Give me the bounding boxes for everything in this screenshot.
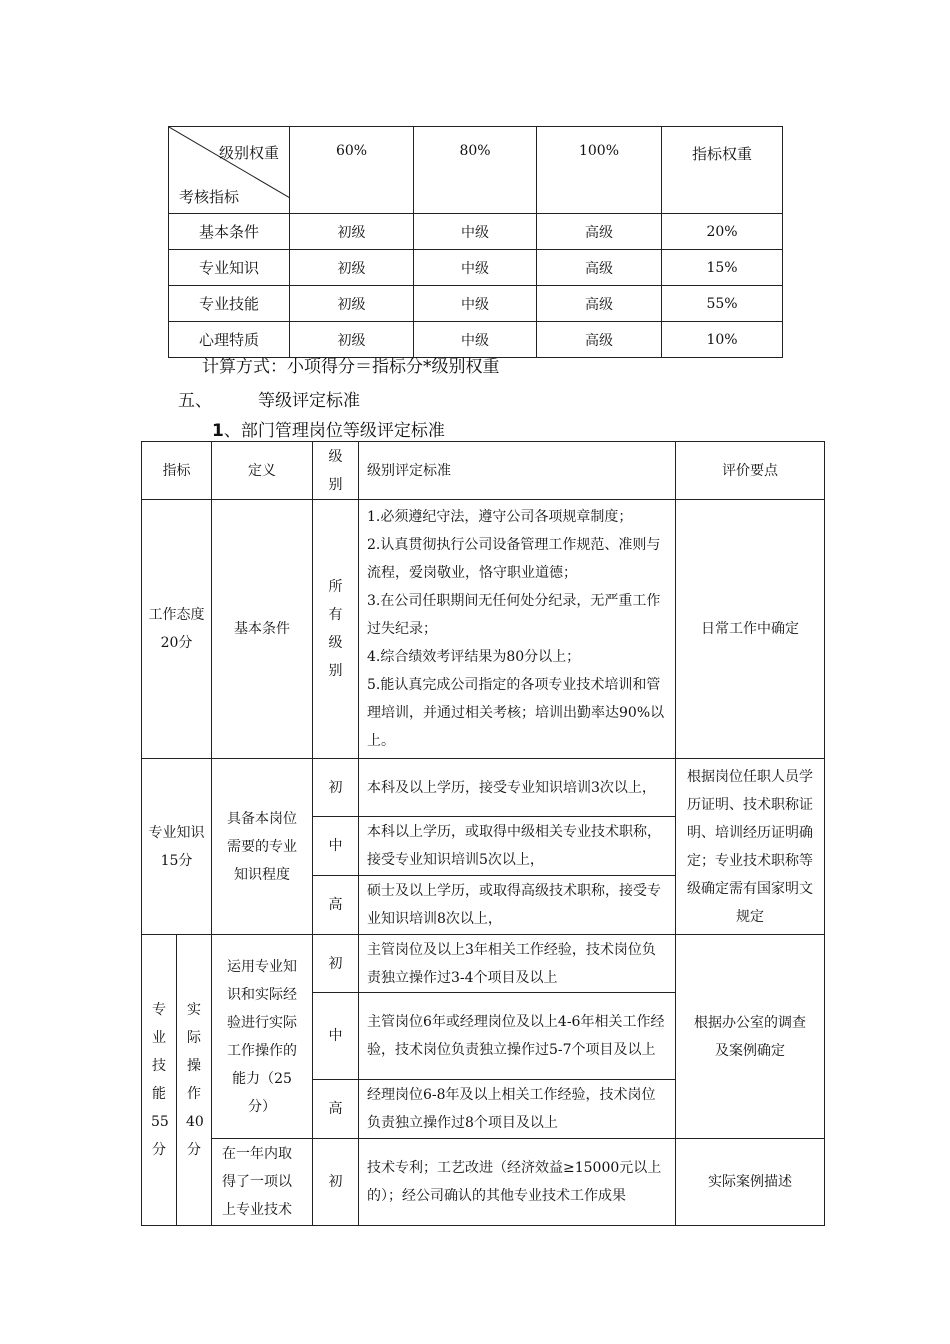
knowledge-indicator: 专业知识15分 <box>142 759 212 935</box>
cell: 中级 <box>414 250 537 286</box>
table-row <box>169 250 783 286</box>
table-row <box>169 286 783 322</box>
cell: 初级 <box>290 322 414 358</box>
subsection-number: 1 <box>212 421 224 441</box>
standard-cell: 主管岗位6年或经理岗位及以上4-6年相关工作经验，技术岗位负责独立操作过5-7个项目及以上 <box>359 993 676 1080</box>
cell: 高级 <box>537 322 662 358</box>
weight-table <box>168 126 783 358</box>
col-header: 60% <box>290 127 414 214</box>
standard-cell: 经理岗位6-8年及以上相关工作经验，技术岗位负责独立操作过8个项目及以上 <box>359 1080 676 1139</box>
standard-cell: 本科以上学历，或取得中级相关专业技术职称，接受专业知识培训5次以上， <box>359 817 676 876</box>
skill-definition: 运用专业知识和实际经验进行实际工作操作的能力（25分） <box>212 935 313 1139</box>
cell: 中级 <box>414 286 537 322</box>
standard-cell: 主管岗位及以上3年相关工作经验，技术岗位负责独立操作过3-4个项目及以上 <box>359 935 676 993</box>
knowledge-evaluation: 根据岗位任职人员学历证明、技术职称证明、培训经历证明确定；专业技术职称等级确定需有国家明文规定 <box>676 759 825 935</box>
level-cell: 初 <box>313 1139 359 1226</box>
cell: 20% <box>662 214 783 250</box>
calc-method-text: 计算方式：小项得分＝指标分*级别权重 <box>202 357 500 377</box>
section-number: 五、 <box>178 391 212 411</box>
cell: 10% <box>662 322 783 358</box>
header-evaluation: 评价要点 <box>676 442 825 500</box>
cell: 高级 <box>537 250 662 286</box>
cell: 15% <box>662 250 783 286</box>
diagonal-header-cell <box>169 127 290 214</box>
standard-cell: 技术专利；工艺改进（经济效益≥15000元以上的）；经公司确认的其他专业技术工作成果 <box>359 1139 676 1226</box>
standard-cell: 硕士及以上学历，或取得高级技术职称，接受专业知识培训8次以上， <box>359 876 676 935</box>
list-item: 5.能认真完成公司指定的各项专业技术培训和管理培训，并通过相关考核；培训出勤率达90%以上。 <box>367 677 665 749</box>
criteria-header-row <box>142 442 825 500</box>
standard-cell: 本科及以上学历，接受专业知识培训3次以上， <box>359 759 676 817</box>
list-item: 3.在公司任职期间无任何处分纪录，无严重工作过失纪录； <box>367 593 661 637</box>
cell: 中级 <box>414 322 537 358</box>
section-heading <box>178 386 360 411</box>
attitude-definition: 基本条件 <box>212 500 313 759</box>
header-standard: 级别评定标准 <box>359 442 676 500</box>
list-item: 1.必须遵纪守法，遵守公司各项规章制度； <box>367 509 633 525</box>
subsection-heading <box>212 416 445 441</box>
list-item: 4.综合绩效考评结果为80分以上； <box>367 649 581 665</box>
cell: 初级 <box>290 250 414 286</box>
skill-indicator: 专业技能55分 <box>142 935 177 1226</box>
section-title: 等级评定标准 <box>258 391 360 411</box>
skill-row <box>142 1139 825 1226</box>
cell: 初级 <box>290 214 414 250</box>
attitude-row <box>142 500 825 759</box>
skill-evaluation2: 实际案例描述 <box>676 1139 825 1226</box>
level-cell: 高 <box>313 876 359 935</box>
table-row <box>169 214 783 250</box>
attitude-standards <box>359 500 676 759</box>
row-name: 专业知识 <box>169 250 290 286</box>
skill-evaluation: 根据办公室的调查及案例确定 <box>676 935 825 1139</box>
cell: 中级 <box>414 214 537 250</box>
diag-bottom-label: 考核指标 <box>179 188 240 206</box>
header-indicator: 指标 <box>142 442 212 500</box>
level-cell: 高 <box>313 1080 359 1139</box>
diag-top-label: 级别权重 <box>218 144 279 162</box>
cell: 初级 <box>290 286 414 322</box>
col-header: 100% <box>537 127 662 214</box>
level-cell: 初 <box>313 935 359 993</box>
list-item: 2.认真贯彻执行公司设备管理工作规范、准则与流程，爱岗敬业，恪守职业道德； <box>367 537 661 581</box>
cell: 55% <box>662 286 783 322</box>
level-cell: 中 <box>313 817 359 876</box>
header-level: 级别 <box>313 442 359 500</box>
skill-row <box>142 935 825 993</box>
level-cell: 初 <box>313 759 359 817</box>
weight-header-row <box>169 127 783 214</box>
attitude-level: 所有级别 <box>313 500 359 759</box>
attitude-evaluation: 日常工作中确定 <box>676 500 825 759</box>
skill-definition2: 在一年内取得了一项以上专业技术 <box>212 1139 313 1226</box>
col-header: 80% <box>414 127 537 214</box>
cell: 高级 <box>537 214 662 250</box>
skill-sub-indicator: 实际操作40分 <box>177 935 212 1226</box>
attitude-indicator: 工作态度20分 <box>142 500 212 759</box>
row-name: 基本条件 <box>169 214 290 250</box>
header-definition: 定义 <box>212 442 313 500</box>
col-header: 指标权重 <box>662 127 783 214</box>
criteria-table <box>141 441 825 1226</box>
level-cell: 中 <box>313 993 359 1080</box>
row-name: 心理特质 <box>169 322 290 358</box>
cell: 高级 <box>537 286 662 322</box>
knowledge-definition: 具备本岗位需要的专业知识程度 <box>212 759 313 935</box>
row-name: 专业技能 <box>169 286 290 322</box>
knowledge-row <box>142 759 825 817</box>
subsection-title: 、部门管理岗位等级评定标准 <box>223 421 445 441</box>
